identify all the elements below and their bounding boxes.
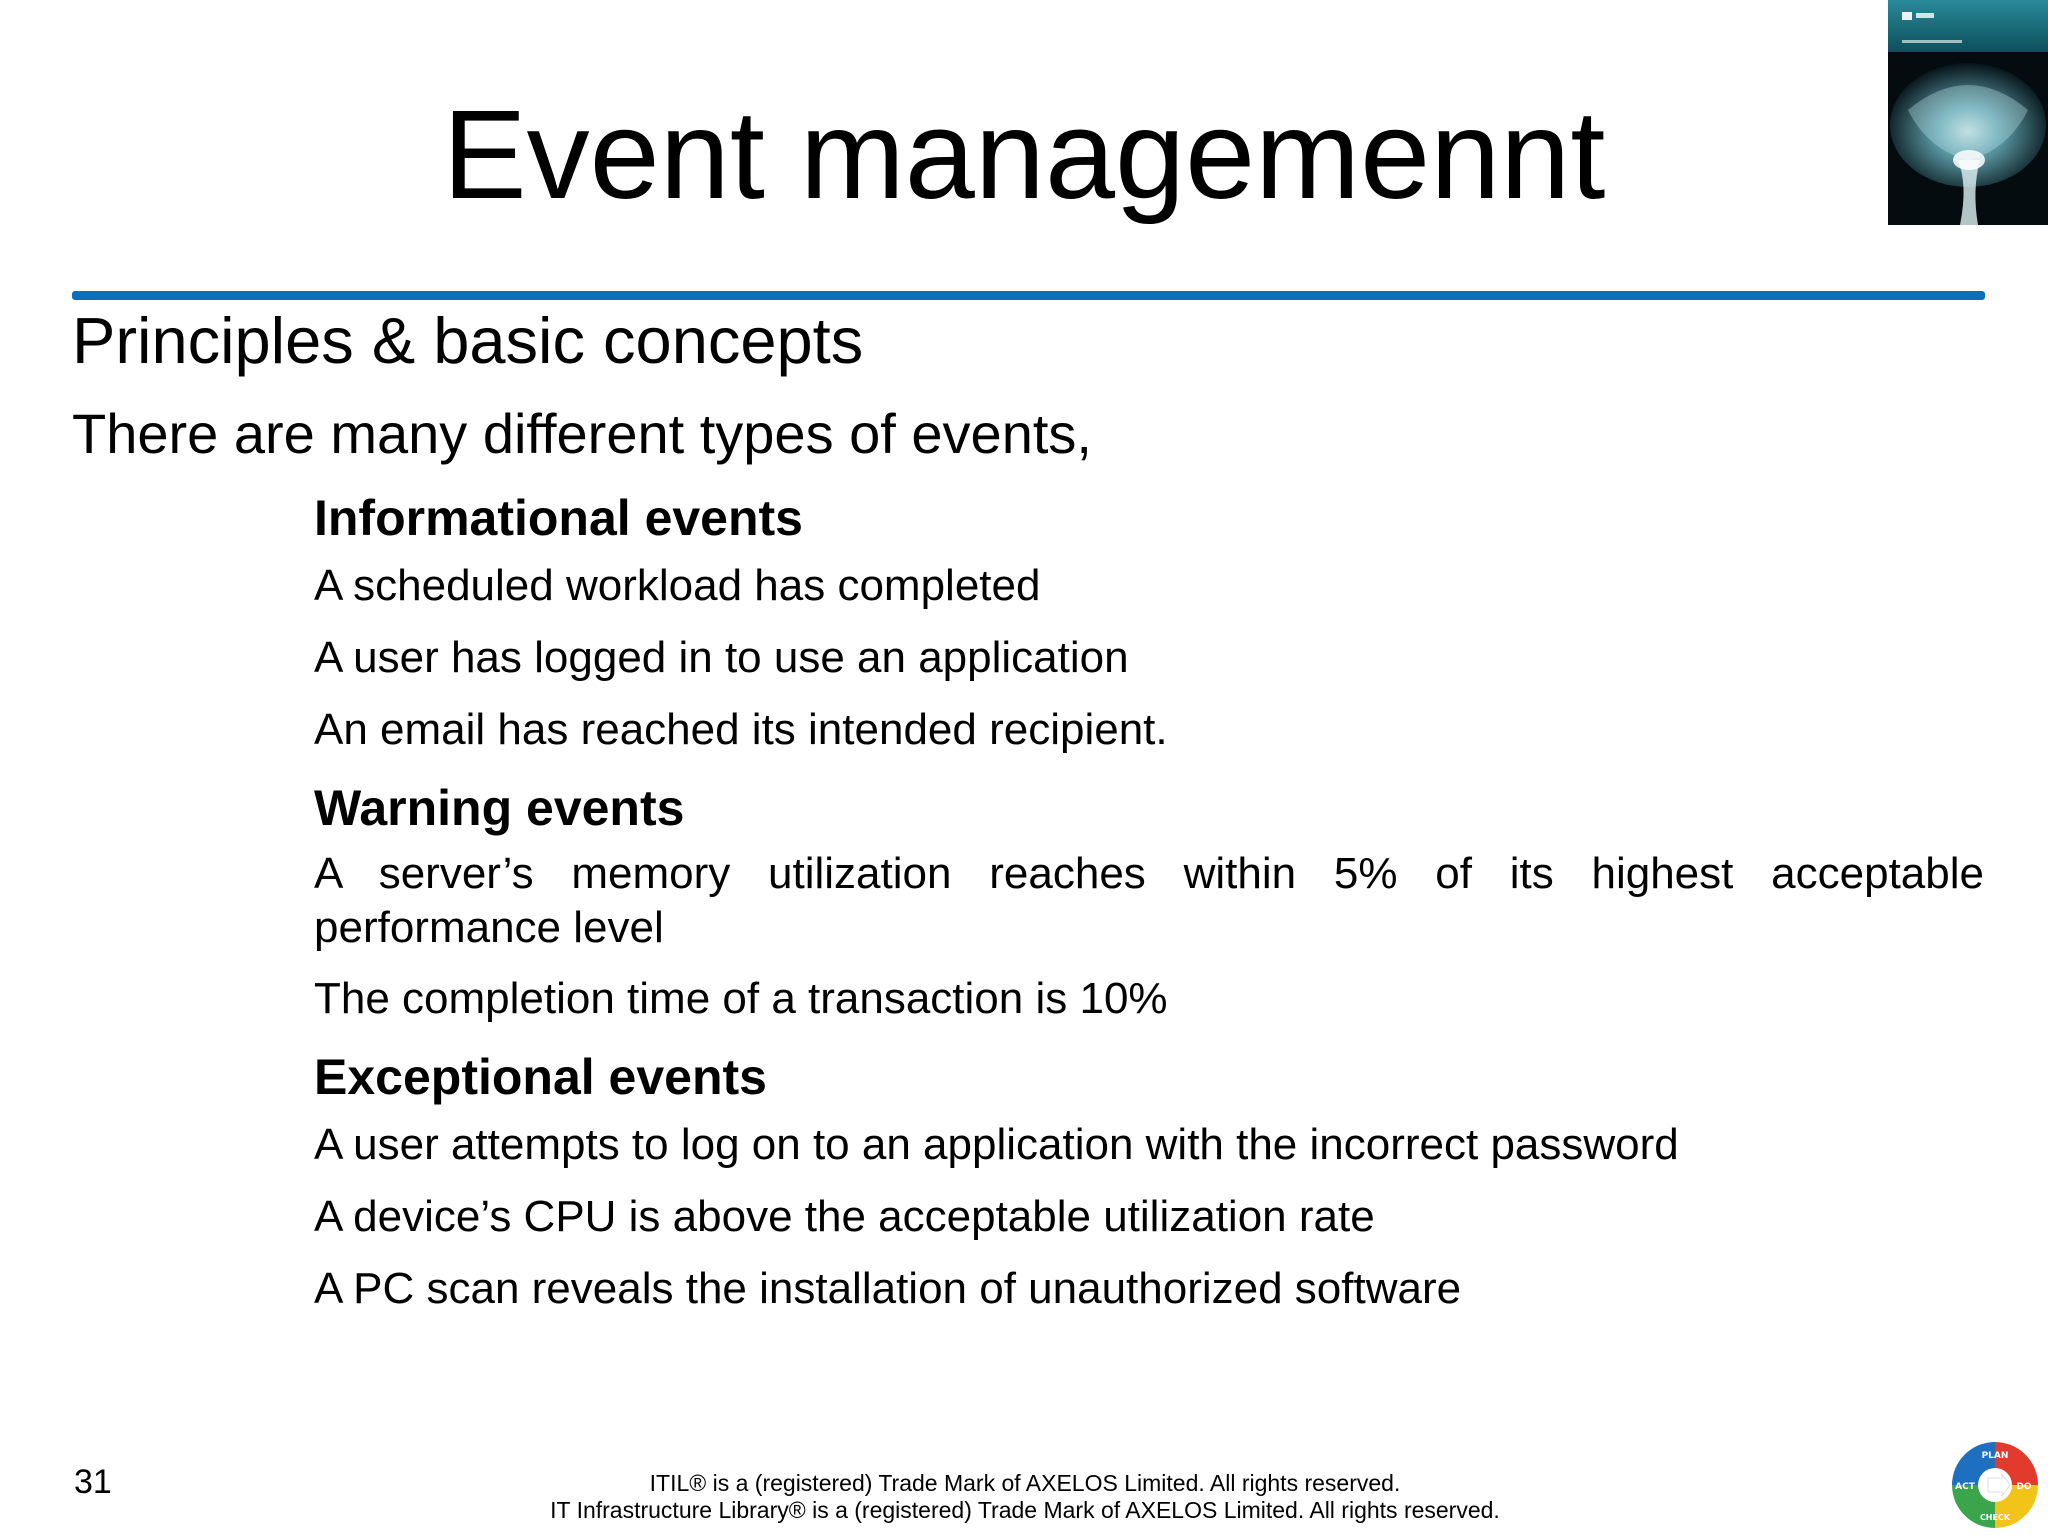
- list-item: A user has logged in to use an application: [314, 633, 1129, 682]
- group-heading: Warning events: [314, 780, 685, 836]
- list-item: A server’s memory utilization reaches within 5% of its highest acceptable performance level: [314, 849, 1984, 952]
- event-group-warning: [314, 773, 1984, 1027]
- title-divider: [72, 291, 1985, 300]
- pdca-act-label: ACT: [1955, 1482, 1975, 1492]
- list-item: An email has reached its intended recipient.: [314, 705, 1168, 754]
- pdca-plan-label: PLAN: [1981, 1451, 2009, 1461]
- group-heading: Informational events: [314, 490, 803, 546]
- pdca-do-label: DO: [2016, 1482, 2032, 1492]
- list-item: A device’s CPU is above the acceptable utilization rate: [314, 1192, 1375, 1241]
- list-item: A user attempts to log on to an application with the incorrect password: [314, 1120, 1679, 1169]
- itil-cover-thumbnail: [1888, 0, 2048, 225]
- event-types-list: [314, 483, 1984, 1332]
- list-item: The completion time of a transaction is 10%: [314, 974, 1168, 1023]
- pdca-cycle-icon: [1948, 1438, 2042, 1532]
- event-group-exceptional: [314, 1042, 1984, 1317]
- page-number: 31: [74, 1463, 112, 1501]
- intro-text: There are many different types of events,: [72, 402, 1092, 465]
- footer-line-2: IT Infrastructure Library® is a (registered) Trade Mark of AXELOS Limited. All rights reserved.: [550, 1497, 1500, 1523]
- trademark-footer: [500, 1470, 1550, 1524]
- footer-line-1: ITIL® is a (registered) Trade Mark of AXELOS Limited. All rights reserved.: [649, 1470, 1401, 1496]
- section-subtitle: Principles & basic concepts: [72, 304, 864, 377]
- list-item: A scheduled workload has completed: [314, 561, 1041, 610]
- list-item: A PC scan reveals the installation of unauthorized software: [314, 1264, 1462, 1313]
- event-group-informational: [314, 483, 1984, 758]
- group-heading: Exceptional events: [314, 1049, 767, 1105]
- pdca-check-label: CHECK: [1979, 1513, 2011, 1522]
- slide-title: Event managemennt: [442, 84, 1606, 225]
